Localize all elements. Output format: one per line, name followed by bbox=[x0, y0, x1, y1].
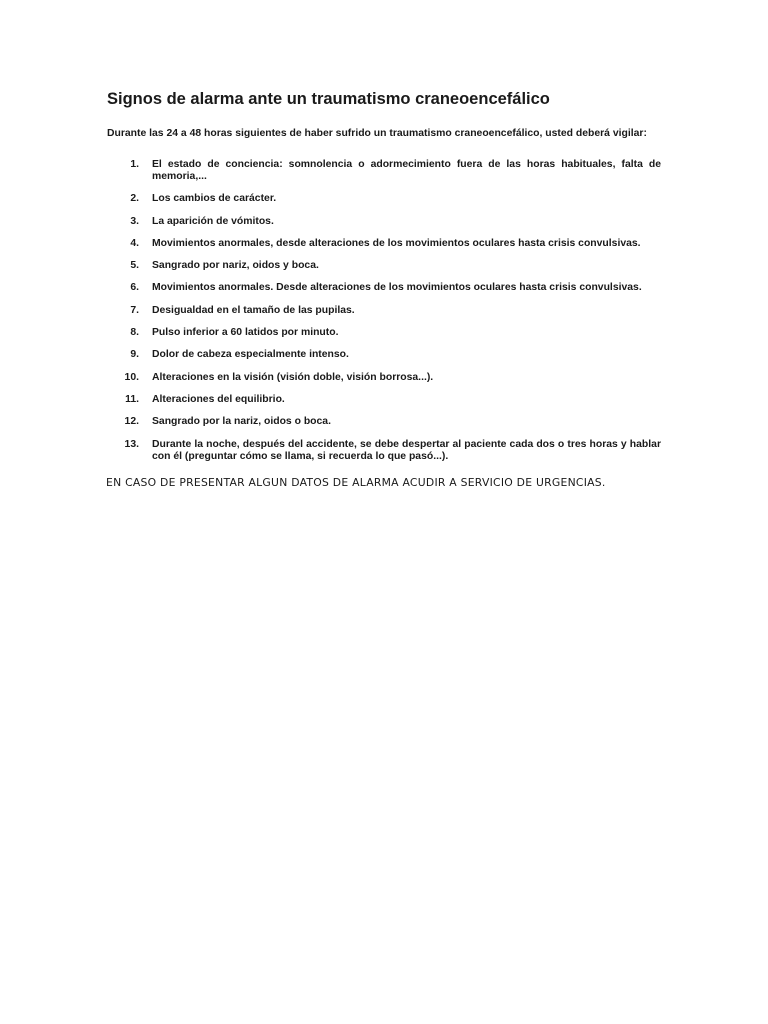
list-item-number: 1. bbox=[130, 159, 139, 170]
list-item-text: Pulso inferior a 60 latidos por minuto. bbox=[152, 327, 339, 339]
list-item-number: 8. bbox=[130, 327, 139, 339]
warning-signs-list bbox=[107, 159, 661, 473]
list-item-text: Sangrado por nariz, oidos y boca. bbox=[152, 260, 319, 272]
list-item-text: Alteraciones en la visión (visión doble, visión borrosa...). bbox=[152, 371, 434, 383]
list-item-text: Los cambios de carácter. bbox=[152, 193, 277, 205]
intro-paragraph: Durante las 24 a 48 horas siguientes de haber sufrido un traumatismo craneoencefálico, usted deberá vigilar: bbox=[107, 128, 647, 139]
list-item-number: 4. bbox=[130, 237, 139, 249]
list-item-number: 9. bbox=[130, 349, 139, 361]
list-item-text: Sangrado por la nariz, oidos o boca. bbox=[152, 416, 331, 428]
list-item bbox=[107, 416, 661, 428]
list-item bbox=[107, 282, 661, 294]
page-title: Signos de alarma ante un traumatismo craneoencefálico bbox=[107, 90, 550, 108]
list-item-number: 2. bbox=[130, 193, 139, 205]
list-item bbox=[107, 349, 661, 361]
emergency-note: EN CASO DE PRESENTAR ALGUN DATOS DE ALARMA ACUDIR A SERVICIO DE URGENCIAS. bbox=[106, 476, 606, 489]
list-item bbox=[107, 159, 661, 183]
list-item-number: 13. bbox=[124, 438, 139, 450]
list-item-text: Desigualdad en el tamaño de las pupilas. bbox=[152, 304, 355, 316]
list-item-text: El estado de conciencia: somnolencia o adormecimiento fuera de las horas habituales, falta de memoria,... bbox=[152, 159, 661, 182]
list-item-text: Durante la noche, después del accidente, se debe despertar al paciente cada dos o tres horas y hablar con él (preguntar cómo se llama, si recuerda lo que pasó...). bbox=[152, 438, 661, 462]
list-item-text: Alteraciones del equilibrio. bbox=[152, 393, 285, 405]
list-item bbox=[107, 193, 661, 205]
list-item-number: 12. bbox=[124, 416, 139, 428]
list-item-number: 3. bbox=[130, 215, 139, 227]
list-item bbox=[107, 394, 661, 406]
list-item bbox=[107, 238, 661, 250]
list-item-number: 11. bbox=[125, 393, 139, 405]
list-item-number: 5. bbox=[130, 260, 139, 272]
list-item bbox=[107, 439, 661, 463]
list-item bbox=[107, 260, 661, 272]
list-item-text: Movimientos anormales. Desde alteraciones de los movimientos oculares hasta crisis convulsivas. bbox=[152, 282, 642, 294]
list-item-number: 7. bbox=[130, 304, 139, 316]
list-item bbox=[107, 372, 661, 384]
list-item bbox=[107, 305, 661, 317]
list-item-text: Movimientos anormales, desde alteraciones de los movimientos oculares hasta crisis convulsivas. bbox=[152, 237, 641, 249]
list-item-number: 10. bbox=[124, 371, 139, 383]
list-item bbox=[107, 327, 661, 339]
list-item-text: La aparición de vómitos. bbox=[152, 215, 274, 227]
list-item-text: Dolor de cabeza especialmente intenso. bbox=[152, 349, 349, 361]
list-item bbox=[107, 216, 661, 228]
list-item-number: 6. bbox=[130, 282, 139, 294]
